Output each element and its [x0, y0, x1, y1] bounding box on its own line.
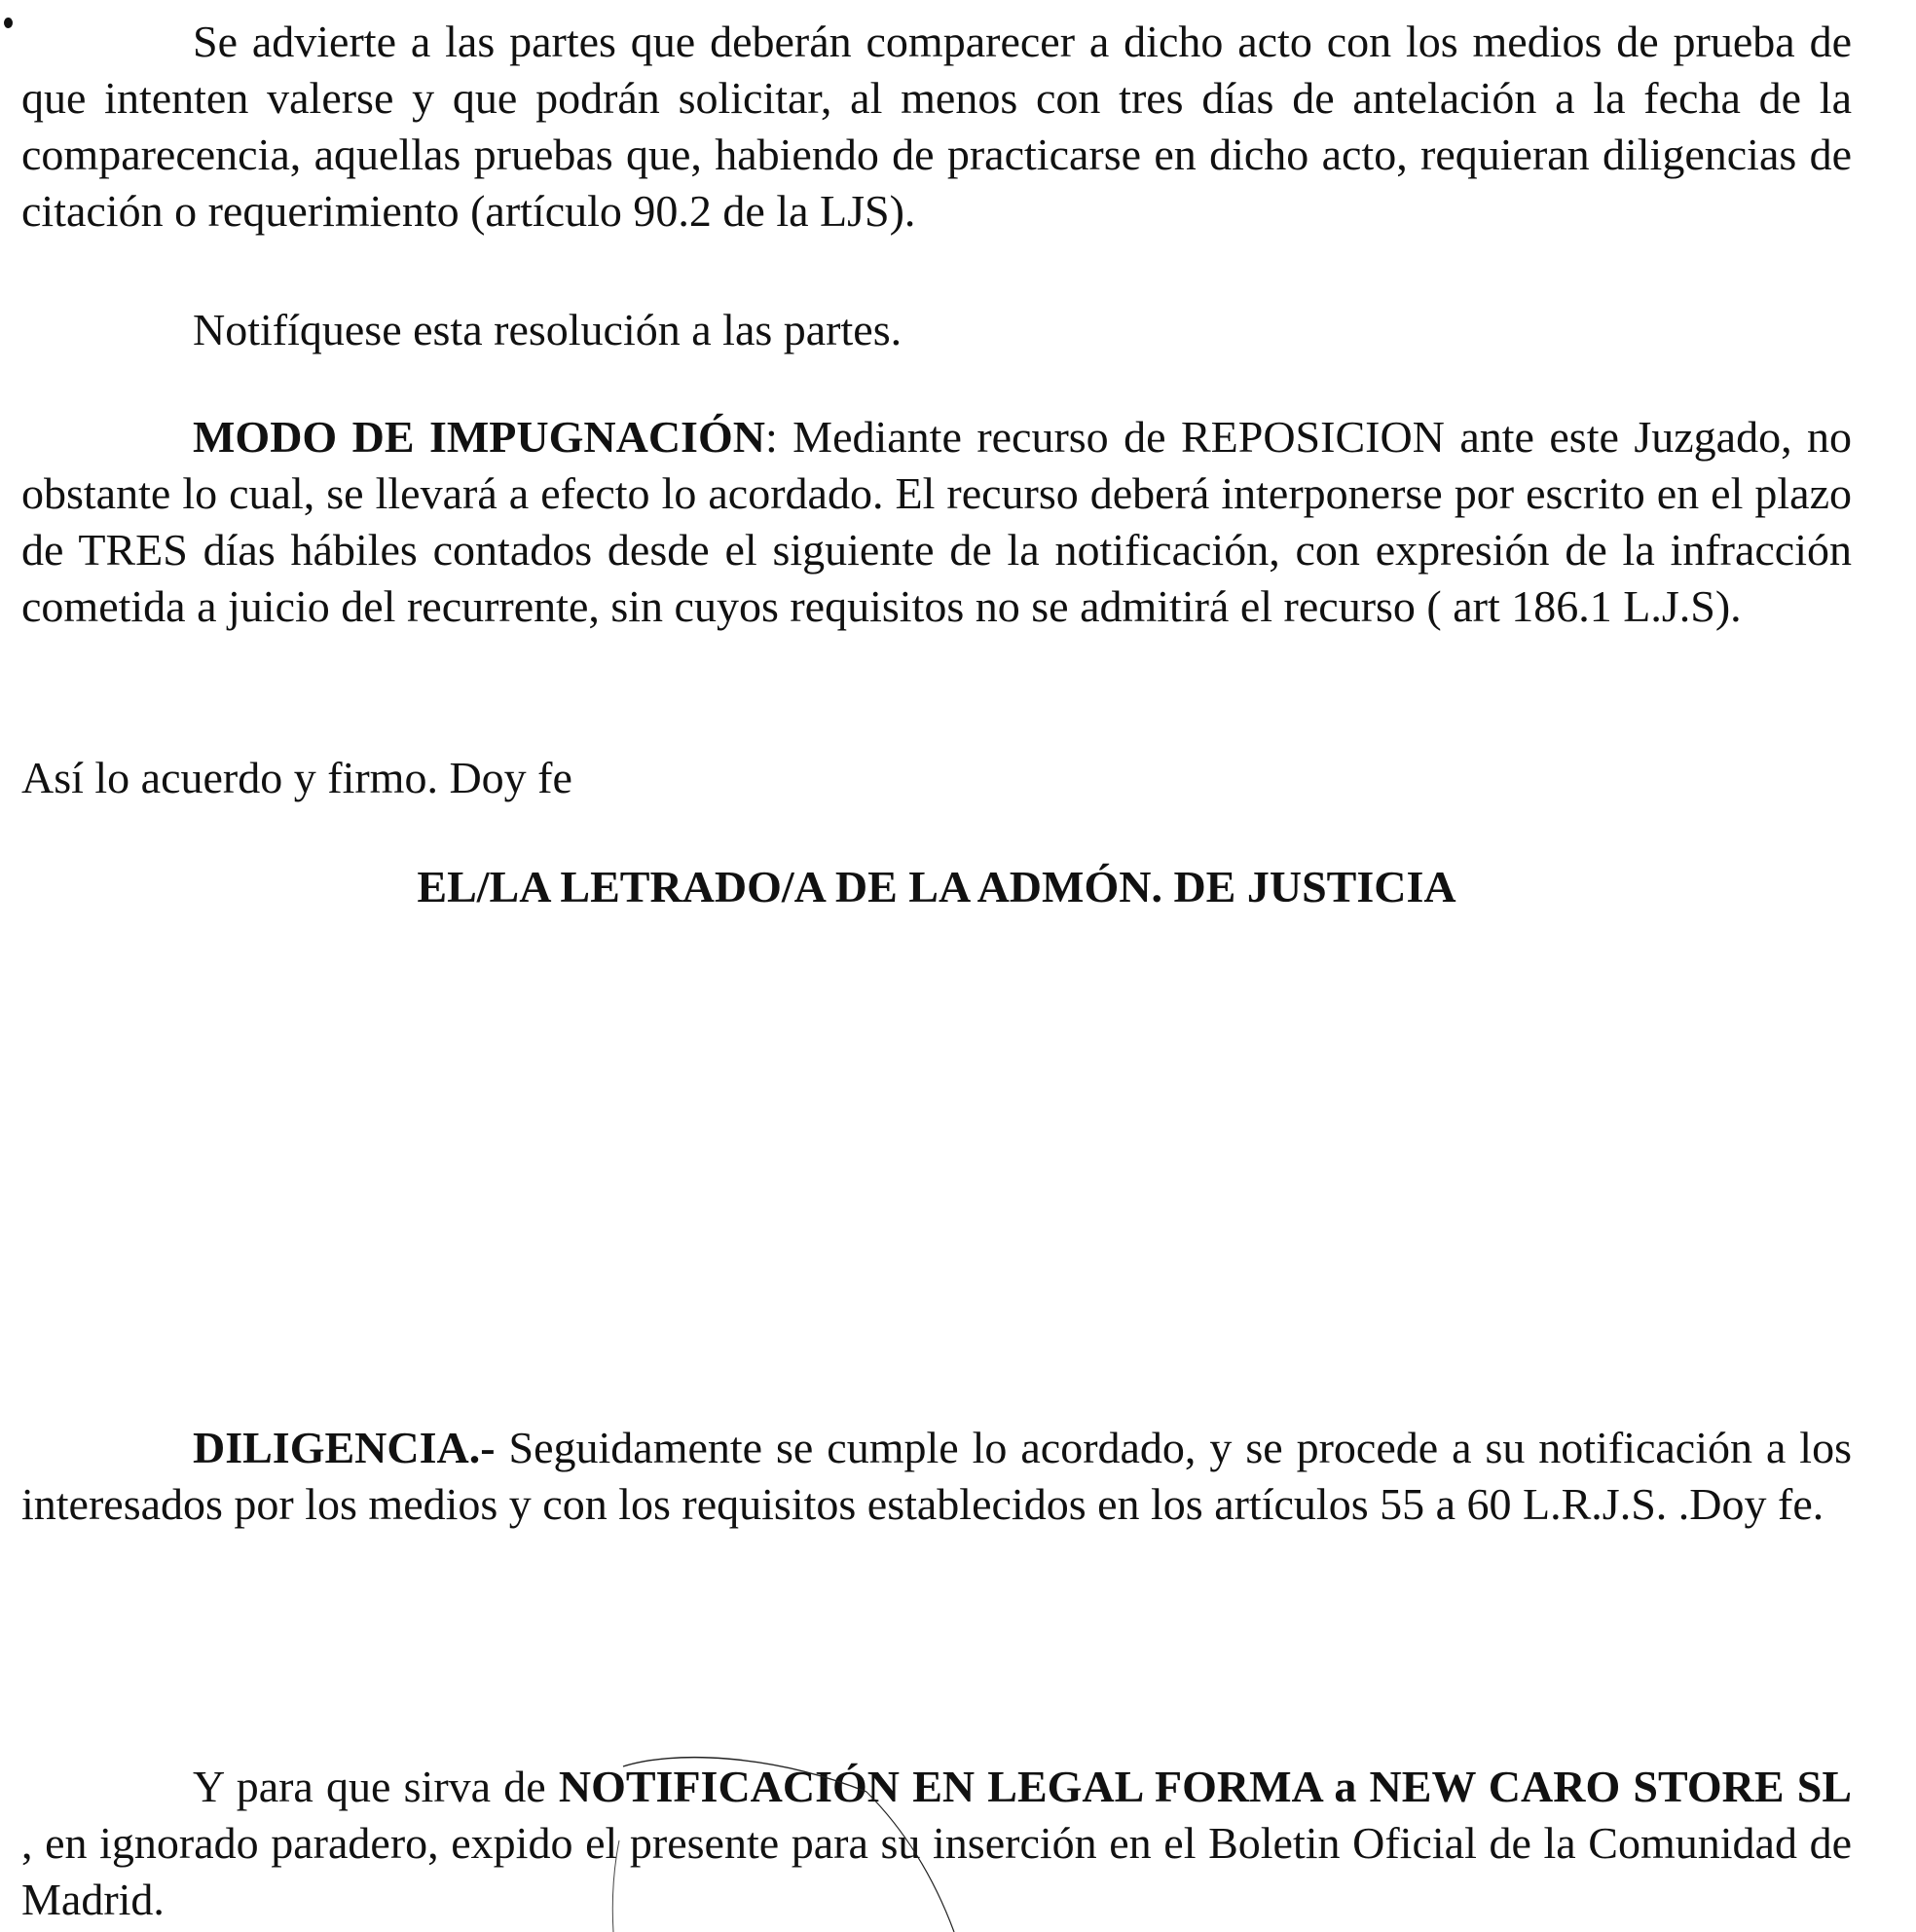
paragraph-notificacion — [21, 1759, 1852, 1928]
paragraph-notifiquese — [21, 302, 1852, 358]
paragraph-notifiquese-text: Notifíquese esta resolución a las partes. — [193, 305, 903, 354]
modo-impugnacion-text: : Mediante recurso de REPOSICION ante este Juzgado, no obstante lo cual, se llevará a efecto lo acordado. El recurso deberá interponerse por escrito en el plazo de TRES días hábiles contados desde el siguiente de la notificación, con expresión de la infracción cometida a juicio del recurrente, sin cuyos requisitos no se admitirá el recurso ( art 186.1 L.J.S). — [21, 412, 1852, 631]
notificacion-post: , en ignorado paradero, expido el presente para su inserción en el Boletin Oficial de la Comunidad de Madrid. — [21, 1818, 1852, 1924]
notificacion-bold: NOTIFICACIÓN EN LEGAL FORMA a NEW CARO STORE SL — [558, 1762, 1852, 1811]
modo-impugnacion-label: MODO DE IMPUGNACIÓN — [193, 412, 765, 462]
diligencia-text: Seguidamente se cumple lo acordado, y se procede a su notificación a los interesados por los medios y con los requisitos establecidos en los artículos 55 a 60 L.R.J.S. .Doy fe. — [21, 1423, 1852, 1529]
paragraph-advertencia-text: Se advierte a las partes que deberán comparecer a dicho acto con los medios de prueba de que intenten valerse y que podrán solicitar, al menos con tres días de antelación a la fecha de la comparecencia, aquellas pruebas que, habiendo de practicarse en dicho acto, requieran diligencias de citación o requerimiento (artículo 90.2 de la LJS). — [21, 17, 1852, 236]
paragraph-acuerdo — [21, 750, 1852, 806]
paragraph-modo-impugnacion — [21, 409, 1852, 635]
paragraph-advertencia — [21, 14, 1852, 240]
notificacion-pre: Y para que sirva de — [193, 1762, 559, 1811]
signature-heading: EL/LA LETRADO/A DE LA ADMÓN. DE JUSTICIA — [417, 862, 1456, 911]
paragraph-acuerdo-text: Así lo acuerdo y firmo. Doy fe — [21, 753, 572, 802]
bullet-mark — [4, 18, 13, 28]
diligencia-label: DILIGENCIA.- — [193, 1423, 496, 1472]
paragraph-diligencia — [21, 1420, 1852, 1533]
